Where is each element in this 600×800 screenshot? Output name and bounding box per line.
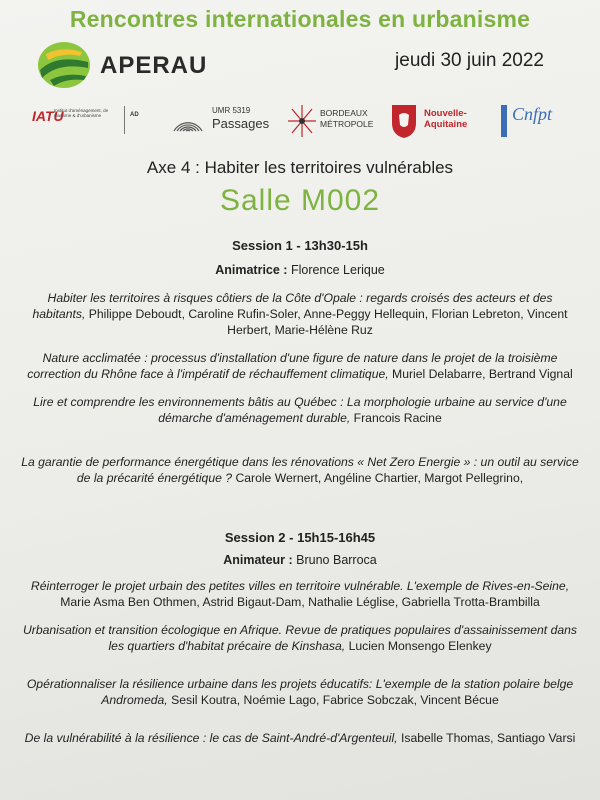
bordeaux-metropole-logo — [286, 100, 378, 142]
talk-item — [20, 290, 580, 338]
talk-title: Lire et comprendre les environnements bâtis au Québec : La morphologie urbaine au service d'une démarche d'aménagement durable, — [33, 395, 567, 425]
aperau-wordmark: APERAU — [100, 52, 208, 79]
ad-logo — [130, 100, 164, 142]
chair-label: Animatrice : — [215, 263, 288, 277]
talk-title: Réinterroger le projet urbain des petites villes en territoire vulnérable. L'exemple de Rives-en-Seine, — [30, 579, 570, 593]
talk-authors: Isabelle Thomas, Santiago Varsi — [400, 731, 576, 745]
ad-mark: AD — [130, 112, 139, 118]
passages-logo — [168, 100, 280, 142]
region-nouvelle-aquitaine-logo — [390, 100, 490, 142]
talk-authors: Lucien Monsengo Elenkey — [348, 639, 492, 653]
axis-title: Axe 4 : Habiter les territoires vulnérables — [146, 158, 454, 177]
iatu-logo — [30, 100, 122, 142]
talk-authors: Muriel Delabarre, Bertrand Vignal — [392, 367, 573, 381]
star-burst-icon — [286, 103, 318, 139]
room-name: Salle M002 — [219, 184, 381, 217]
talk-title: Urbanisation et transition écologique en Afrique. Revue de pratiques populaires d'assainissement dans les quartiers d'habitat précaire de Kinshasa, — [22, 623, 578, 653]
talk-title: Opérationnaliser la résilience urbaine dans les projets éducatifs: L'exemple de la station polaire belge Andromeda, — [26, 677, 574, 707]
talk-title: Habiter les territoires à risques côtiers de la Côte d'Opale : regards croisés des acteurs et des habitants, — [32, 291, 553, 321]
lion-shield-icon — [390, 103, 418, 139]
region-name: Nouvelle-Aquitaine — [424, 108, 468, 130]
passages-name: Passages — [212, 116, 270, 131]
iatu-mark: IATU — [32, 108, 64, 124]
talk-title: De la vulnérabilité à la résilience : le cas de Saint-André-d'Argenteuil, — [24, 731, 398, 745]
talk-item — [20, 350, 580, 382]
iatu-subtitle: Institut d'aménagement, de tourisme & d'urbanisme — [54, 108, 109, 118]
session-1-chair — [20, 262, 580, 278]
talk-item — [20, 454, 580, 486]
bordeaux-metropole-name: BORDEAUX MÉTROPOLE — [320, 108, 374, 129]
logo-divider — [124, 106, 125, 134]
talk-item — [20, 730, 580, 746]
cnfpt-logo — [498, 100, 558, 142]
talk-authors: Marie Asma Ben Othmen, Astrid Bigaut-Dam, Nathalie Léglise, Gabriella Trotta-Brambilla — [60, 595, 540, 609]
talk-authors: Carole Wernert, Angéline Chartier, Margot Pellegrino, — [235, 471, 524, 485]
cnfpt-name: Cnfpt — [512, 104, 553, 124]
cnfpt-bar-icon — [498, 103, 512, 139]
aperau-logo-icon — [36, 40, 92, 90]
talk-authors: Philippe Deboudt, Caroline Rufin-Soler, Anne-Peggy Hellequin, Florian Lebreton, Vincent Herbert, Marie-Hélène Ruz — [88, 307, 568, 337]
talk-item — [20, 394, 580, 426]
chair-label: Animateur : — [223, 553, 293, 567]
event-date: jeudi 30 juin 2022 — [395, 50, 544, 71]
talk-authors: Sesil Koutra, Noémie Lago, Fabrice Sobczak, Vincent Bécue — [171, 693, 499, 707]
session-2-title: Session 2 - 15h15-16h45 — [224, 530, 376, 545]
chair-name: Florence Lerique — [290, 263, 385, 277]
session-1-title: Session 1 - 13h30-15h — [232, 238, 368, 253]
talk-title: Nature acclimatée : processus d'installation d'une figure de nature dans le projet de la troisième correction du Rhône face à l'impératif de réchauffement climatique, — [27, 351, 558, 381]
talk-item — [20, 622, 580, 654]
conference-title: Rencontres internationales en urbanisme — [69, 6, 531, 32]
talk-item — [20, 578, 580, 610]
talk-title: La garantie de performance énergétique dans les rénovations « Net Zero Energie » : un outil au service de la précarité énergétique ? — [21, 455, 579, 485]
session-2-chair — [20, 552, 580, 568]
passages-umr: UMR 5319 — [212, 106, 251, 115]
chair-name: Bruno Barroca — [296, 553, 377, 567]
fingerprint-icon — [168, 101, 208, 141]
talk-item — [20, 676, 580, 708]
partner-logos — [30, 100, 570, 142]
talk-authors: Francois Racine — [353, 411, 442, 425]
